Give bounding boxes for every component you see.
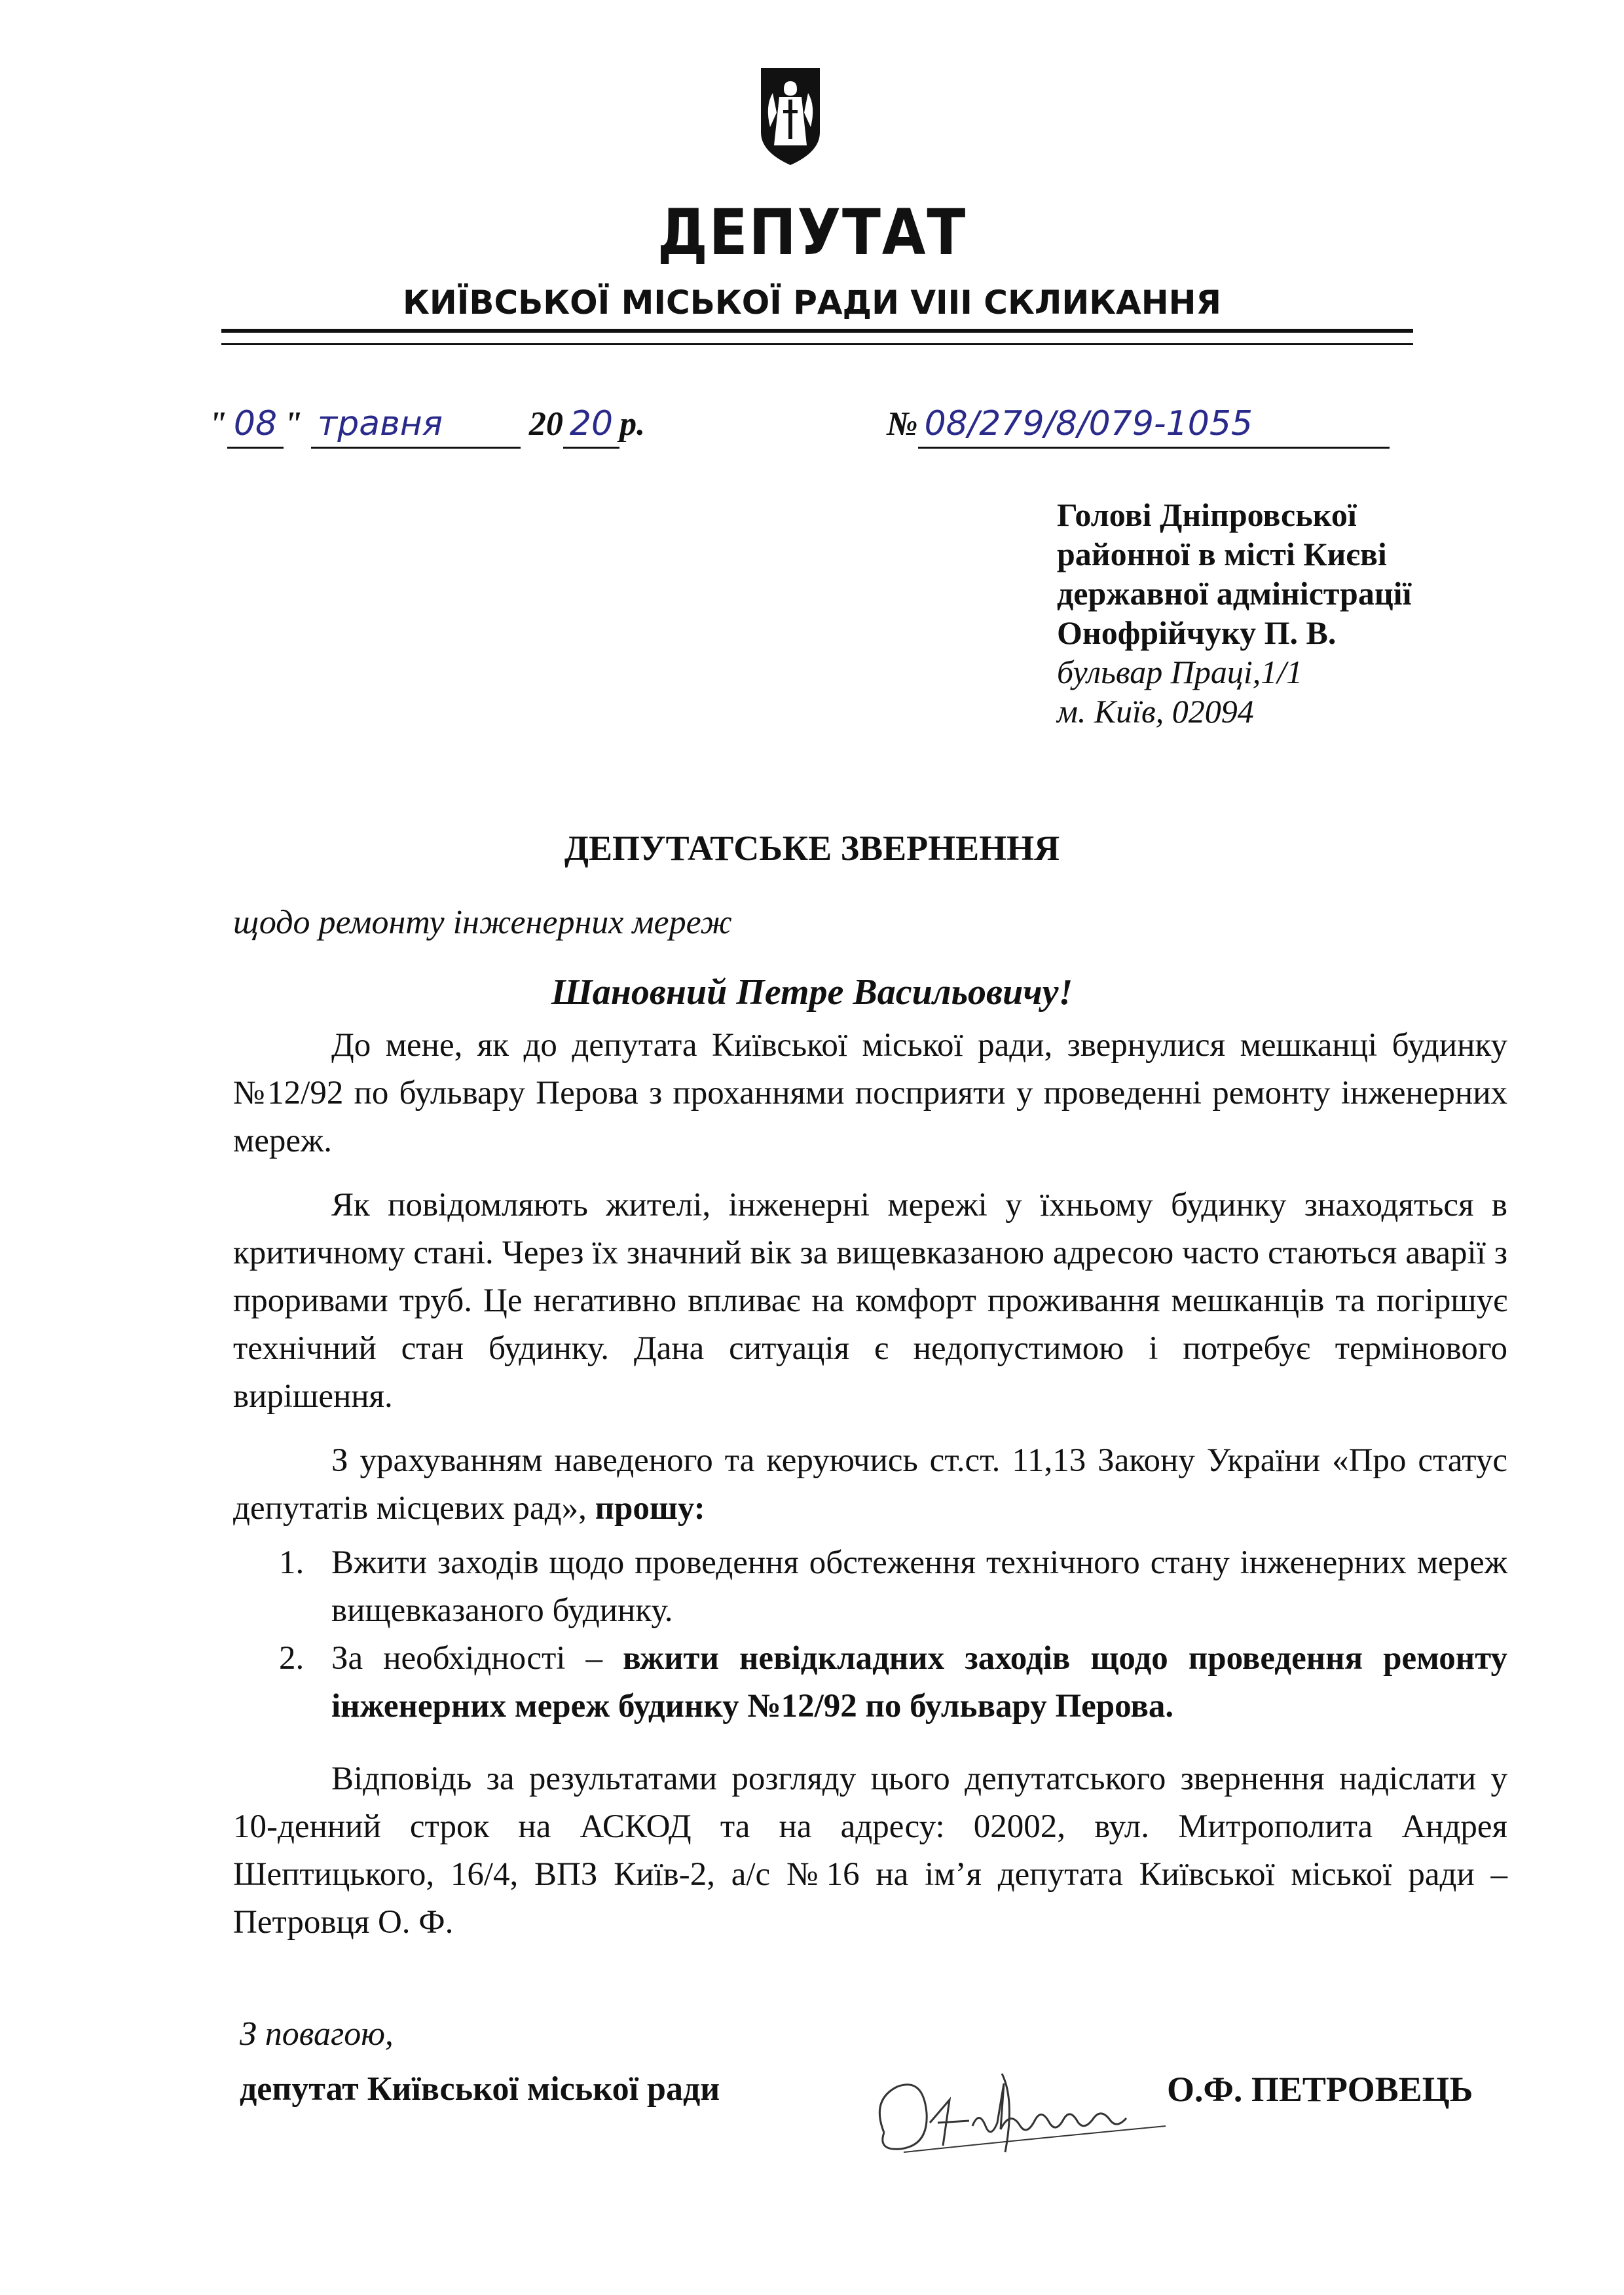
closing-block	[240, 2007, 720, 2117]
addressee-street: бульвар Праці,1/1	[1057, 654, 1303, 690]
letter-date	[208, 401, 645, 449]
document-title: ДЕПУТАТСЬКЕ ЗВЕРНЕННЯ	[564, 829, 1060, 868]
paragraph-text: До мене, як до депутата Київської міської ради, звернулися мешканці будинку №12/92 по бульвару Перова з проханнями посприяти у проведенні ремонту інженерних мереж.	[233, 1027, 1507, 1159]
date-month: травня	[311, 401, 521, 449]
list-item	[233, 1635, 1507, 1730]
body-paragraph-3	[233, 1437, 1507, 1533]
list-item-text: Вжити заходів щодо проведення обстеження технічного стану інженерних мереж вищевказаного будинку.	[331, 1544, 1507, 1629]
addressee-name: Онофрійчуку П. В.	[1057, 614, 1337, 651]
letter-number	[887, 401, 1390, 449]
addressee-line: Голові Дніпровської	[1057, 496, 1357, 533]
list-item-emphasis: вжити невідкладних заходів щодо проведення ремонту інженерних мереж будинку №12/92 по бульвару Перова.	[331, 1640, 1508, 1725]
number-label: №	[887, 405, 918, 443]
header-rule-thin	[221, 343, 1413, 345]
letterhead-title: ДЕПУТАТ	[657, 196, 967, 269]
letterhead-subtitle: КИЇВСЬКОЇ МІСЬКОЇ РАДИ VIII СКЛИКАННЯ	[403, 284, 1221, 322]
paragraph-text: Відповідь за результатами розгляду цього депутатського звернення надіслати у 10-денний строк на АСКОД та на адресу: 02002, вул. Митрополита Андрея Шептицького, 16/4, ВПЗ Київ-2, а/с №16 на ім’я депутата Київської міської ради – Петровця О. Ф.	[233, 1761, 1507, 1941]
number-value: 08/279/8/079-1055	[918, 401, 1390, 449]
paragraph-text: Як повідомляють жителі, інженерні мережі у їхньому будинку знаходяться в критичному стані. Через їх значний вік за вищевказаною адресою часто стаються аварії з проривами труб. Це негативно впливає на комфорт проживання мешканців та погіршує технічний стан будинку. Дана ситуація є недопустимою і потребує термінового вирішення.	[233, 1187, 1507, 1415]
addressee-city: м. Київ, 02094	[1057, 693, 1254, 730]
request-list	[233, 1539, 1507, 1730]
list-item-number: 2.	[279, 1640, 304, 1677]
paragraph-text: З урахуванням наведеного та керуючись ст.ст. 11,13 Закону України «Про статус депутатів місцевих рад»,	[233, 1442, 1507, 1527]
signatory-name: О.Ф. ПЕТРОВЕЦЬ	[1167, 2070, 1473, 2109]
body-paragraph-2	[233, 1182, 1507, 1421]
date-year-prefix: 20	[528, 405, 563, 443]
date-close-quote: "	[284, 405, 303, 443]
body-paragraph-1	[233, 1022, 1507, 1165]
date-year-suffix: 20	[563, 401, 619, 449]
paragraph-emphasis: прошу:	[595, 1490, 705, 1527]
addressee-line: районної в місті Києві	[1057, 536, 1387, 572]
handwritten-signature-icon	[864, 2061, 1179, 2172]
document-subject: щодо ремонту інженерних мереж	[233, 904, 732, 941]
list-item-text: За необхідності –	[331, 1640, 623, 1677]
closing-regards: З повагою,	[240, 2015, 394, 2053]
addressee-block	[1057, 495, 1594, 731]
list-item	[233, 1539, 1507, 1635]
header-rule-thick	[221, 329, 1413, 333]
kyiv-coat-of-arms-icon	[760, 67, 821, 166]
greeting: Шановний Петре Васильовичу!	[551, 972, 1073, 1013]
addressee-line: державної адміністрації	[1057, 575, 1412, 612]
date-open-quote: "	[208, 405, 227, 443]
list-item-number: 1.	[279, 1544, 304, 1581]
body-paragraph-4	[233, 1755, 1507, 1947]
date-year-unit: р.	[619, 405, 646, 443]
date-day: 08	[227, 401, 284, 449]
closing-position: депутат Київської міської ради	[240, 2070, 720, 2108]
